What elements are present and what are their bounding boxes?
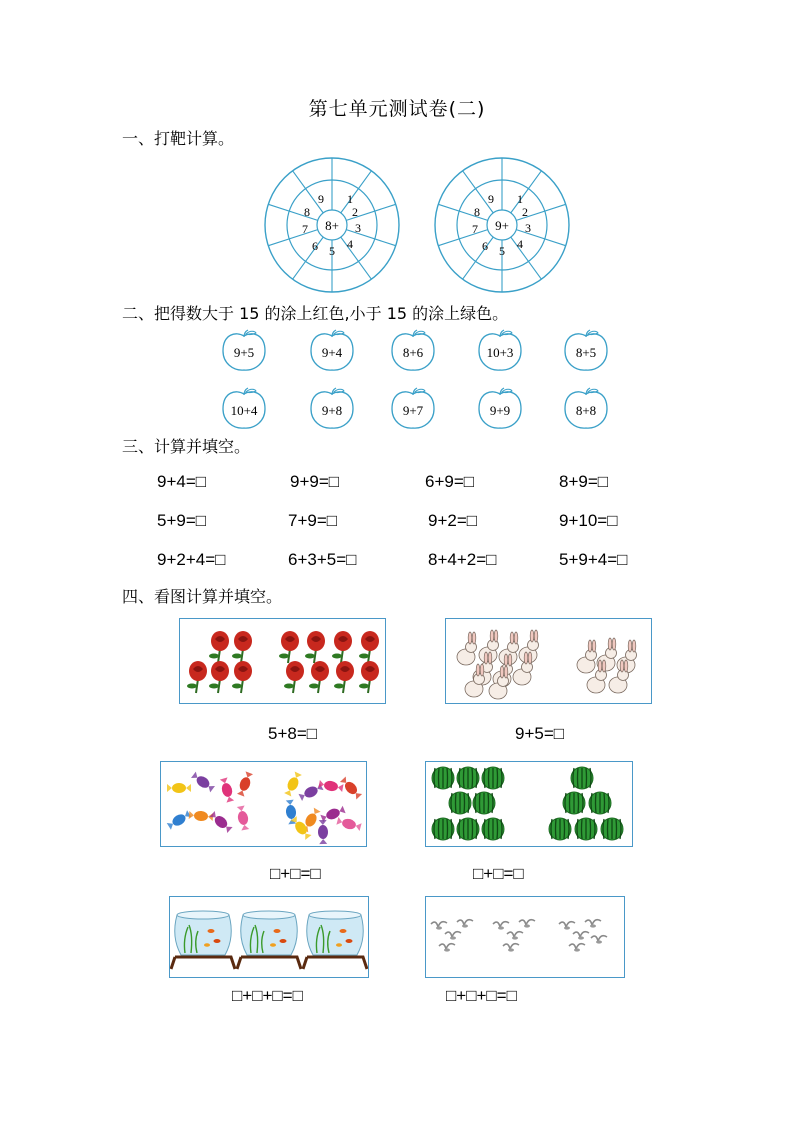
roses-picture [179, 618, 386, 704]
target-center: 9+ [495, 218, 509, 233]
watermelon-stripe [497, 768, 498, 788]
apple[interactable] [562, 329, 610, 373]
bird-body [578, 936, 584, 939]
bird [585, 920, 601, 925]
apple-leaf [588, 389, 598, 392]
equation: 5+9+4=□ [559, 550, 628, 569]
candy [238, 776, 252, 793]
fishbowl [307, 915, 364, 955]
target-divider [516, 230, 565, 246]
bird-body [564, 926, 570, 929]
bird [559, 922, 575, 927]
watermelon-stripe [464, 793, 465, 813]
bowl-rim [243, 911, 295, 919]
candy-wrapper [336, 817, 343, 826]
rose-leaf [359, 684, 369, 689]
watermelon-stripe [439, 819, 440, 839]
rabbit-ear [612, 638, 616, 650]
apple[interactable] [389, 387, 437, 431]
birds-picture [425, 896, 625, 978]
target-number: 2 [522, 205, 528, 219]
section-3-heading: 三、计算并填空。 [122, 437, 251, 456]
target-divider [268, 230, 317, 246]
target-divider [346, 230, 395, 246]
candy [220, 782, 233, 798]
watermelon-stripe [564, 819, 565, 839]
fish [204, 943, 210, 947]
apple-expression: 8+5 [575, 345, 597, 360]
target-number: 6 [312, 239, 318, 253]
watermelon-stripe [556, 819, 557, 839]
fishbowl-illustration [170, 897, 368, 977]
rabbit-ear [484, 652, 488, 664]
rabbit-ear [608, 638, 612, 650]
apple-expression: 9+4 [321, 345, 343, 360]
bird-body [462, 924, 468, 927]
rose-leaf [332, 654, 342, 659]
candy [318, 825, 328, 839]
fish [208, 929, 215, 933]
apple-leaf [334, 331, 344, 334]
candies-equation: □+□=□ [270, 864, 321, 883]
rabbit-ear [504, 654, 508, 666]
rabbit-ear [624, 660, 628, 672]
watermelon-stripe [480, 793, 481, 813]
candy-wrapper [319, 820, 327, 825]
watermelon-stripe [497, 819, 498, 839]
rabbit-ear [508, 654, 512, 666]
target-1 [262, 155, 402, 295]
section-4-heading: 四、看图计算并填空。 [122, 587, 283, 606]
rabbit-ear [480, 664, 484, 676]
watermelon-stripe [489, 768, 490, 788]
bird [591, 936, 607, 941]
bird-body [436, 926, 442, 929]
bird [493, 922, 509, 927]
rabbit-ear [472, 632, 476, 644]
target-divider [341, 237, 372, 279]
fish [280, 939, 287, 943]
candy-wrapper [167, 784, 172, 792]
rose-leaf [305, 654, 315, 659]
bird-body [508, 948, 514, 951]
fish [336, 943, 342, 947]
target-divider [293, 237, 324, 279]
candy-wrapper [286, 800, 294, 806]
apple[interactable] [220, 387, 268, 431]
watermelon-stripe [439, 768, 440, 788]
section-2-heading: 二、把得数大于 15 的涂上红色,小于 15 的涂上绿色。 [122, 304, 509, 323]
bowl-rim [309, 911, 361, 919]
apple-expression: 10+4 [230, 403, 258, 418]
apple-expression: 9+7 [402, 403, 424, 418]
bowl-stand [237, 957, 301, 969]
watermelons-equation: □+□=□ [473, 864, 524, 883]
target-number: 3 [525, 221, 531, 235]
bird-body [444, 948, 450, 951]
rabbit-ear [514, 632, 518, 644]
rabbit-illustration [446, 619, 651, 703]
rabbit-ear [632, 640, 636, 652]
watermelon-stripe [472, 819, 473, 839]
watermelon-illustration [426, 762, 632, 846]
rose-leaf [334, 684, 344, 689]
equation: 5+9=□ [157, 511, 207, 530]
rabbit-ear [524, 652, 528, 664]
target-number: 8 [474, 205, 480, 219]
bird [439, 944, 455, 949]
apple[interactable] [389, 329, 437, 373]
fish [214, 939, 221, 943]
rabbit-ear [602, 660, 606, 672]
target-number: 5 [499, 244, 505, 258]
apple-leaf [334, 389, 344, 392]
watermelon-stripe [578, 793, 579, 813]
roses-equation: 5+8=□ [268, 724, 318, 743]
bird-body [512, 936, 518, 939]
apple-leaf [246, 389, 256, 392]
apple-expression: 8+6 [402, 345, 424, 360]
watermelon-stripe [570, 793, 571, 813]
rose-leaf [232, 654, 242, 659]
equation: 8+4+2=□ [428, 550, 497, 569]
watermelon-stripe [464, 768, 465, 788]
candy [170, 812, 187, 828]
fish [274, 929, 281, 933]
watermelon-stripe [616, 819, 617, 839]
apple-leaf [588, 331, 598, 334]
watermelon-stripe [456, 793, 457, 813]
watermelon-stripe [582, 819, 583, 839]
target-number: 4 [517, 237, 523, 251]
bird [569, 944, 585, 949]
rabbit-ear [528, 652, 532, 664]
target-number: 9 [488, 192, 494, 206]
watermelon-stripe [489, 819, 490, 839]
target-divider [463, 237, 494, 279]
target-2 [432, 155, 572, 295]
bird-body [590, 924, 596, 927]
equation: 9+2=□ [428, 511, 478, 530]
candy-wrapper [225, 796, 234, 803]
equation: 9+4=□ [157, 472, 207, 491]
apple[interactable] [476, 387, 524, 431]
apple[interactable] [220, 329, 268, 373]
rabbit-ear [510, 632, 514, 644]
fishbowl [175, 915, 232, 955]
target-number: 2 [352, 205, 358, 219]
watermelon-stripe [488, 793, 489, 813]
watermelon-stripe [604, 793, 605, 813]
apple[interactable] [308, 387, 356, 431]
equation: 9+10=□ [559, 511, 618, 530]
bird-body [498, 926, 504, 929]
watermelon-stripe [464, 819, 465, 839]
fishbowls-picture [169, 896, 369, 978]
target-number: 1 [517, 192, 523, 206]
rabbit-ear [534, 630, 538, 642]
rose-leaf [284, 684, 294, 689]
bird [445, 932, 461, 937]
rabbit-ear [588, 640, 592, 652]
rabbit-ear [490, 630, 494, 642]
bird-body [524, 924, 530, 927]
rabbit-ear [628, 640, 632, 652]
target-number: 3 [355, 221, 361, 235]
rabbit-ear [488, 652, 492, 664]
equation: 9+9=□ [290, 472, 340, 491]
bird [519, 920, 535, 925]
candy-wrapper [220, 777, 229, 784]
target-number: 6 [482, 239, 488, 253]
apple-expression: 10+3 [486, 345, 514, 360]
candies-picture [160, 761, 367, 847]
fish [340, 929, 347, 933]
target-number: 4 [347, 237, 353, 251]
rabbits-picture [445, 618, 652, 704]
birds-equation: □+□+□=□ [446, 986, 517, 1005]
rabbit-ear [500, 666, 504, 678]
apple-leaf [502, 331, 512, 334]
target-number: 1 [347, 192, 353, 206]
candy [172, 783, 186, 793]
candy-wrapper [337, 783, 343, 792]
watermelon-stripe [596, 793, 597, 813]
rabbit-ear [620, 660, 624, 672]
apple-leaf [246, 331, 256, 334]
rabbit-ear [530, 630, 534, 642]
fishbowl [241, 915, 298, 955]
fishbowls-equation: □+□+□=□ [232, 986, 303, 1005]
candy [237, 810, 249, 826]
candy-wrapper [355, 822, 362, 831]
fish [270, 943, 276, 947]
target-number: 5 [329, 244, 335, 258]
rose-illustration [180, 619, 385, 703]
rose-leaf [209, 654, 219, 659]
rabbit-ear [476, 664, 480, 676]
target-number: 8 [304, 205, 310, 219]
equation: 7+9=□ [288, 511, 338, 530]
equation: 6+9=□ [425, 472, 475, 491]
target-divider [511, 237, 542, 279]
apple[interactable] [562, 387, 610, 431]
rose-leaf [279, 654, 289, 659]
apple-expression: 9+9 [489, 403, 511, 418]
bowl-stand [303, 957, 367, 969]
watermelon-stripe [447, 768, 448, 788]
section-1-heading: 一、打靶计算。 [122, 129, 235, 148]
target-number: 7 [472, 222, 478, 236]
rabbit-ear [494, 630, 498, 642]
target-divider [438, 230, 487, 246]
target-number: 9 [318, 192, 324, 206]
apple[interactable] [308, 329, 356, 373]
watermelon-stripe [472, 768, 473, 788]
bowl-rim [177, 911, 229, 919]
apple-leaf [415, 389, 425, 392]
rose-leaf [232, 684, 242, 689]
rose-leaf [309, 684, 319, 689]
target-center: 8+ [325, 218, 339, 233]
candy [341, 817, 357, 830]
watermelon-stripe [586, 768, 587, 788]
candy-wrapper [186, 784, 191, 792]
bird [507, 932, 523, 937]
rose-leaf [187, 684, 197, 689]
page-title: 第七单元测试卷(二) [308, 98, 486, 120]
equation: 6+3+5=□ [288, 550, 357, 569]
target-number: 7 [302, 222, 308, 236]
apple-leaf [415, 331, 425, 334]
apple[interactable] [476, 329, 524, 373]
rose-leaf [209, 684, 219, 689]
apple-expression: 8+8 [575, 403, 597, 418]
candy [285, 805, 296, 820]
watermelon-stripe [590, 819, 591, 839]
bird [431, 922, 447, 927]
watermelon-stripe [608, 819, 609, 839]
candy [285, 776, 300, 793]
target-divider [268, 204, 317, 220]
equation: 8+9=□ [559, 472, 609, 491]
candy [302, 784, 319, 799]
watermelons-picture [425, 761, 633, 847]
apple-expression: 9+8 [321, 403, 343, 418]
candy-wrapper [319, 839, 327, 844]
rabbit-ear [504, 666, 508, 678]
equation: 9+2+4=□ [157, 550, 226, 569]
candy [194, 810, 209, 821]
candy-wrapper [237, 805, 246, 811]
bird [503, 944, 519, 949]
rabbit-ear [598, 660, 602, 672]
candy [323, 780, 339, 792]
rabbit-ear [468, 632, 472, 644]
fish [346, 939, 353, 943]
bird-body [574, 948, 580, 951]
rabbit-ear [592, 640, 596, 652]
candy-illustration [161, 762, 366, 846]
target-divider [438, 204, 487, 220]
candy-wrapper [240, 824, 249, 830]
apple-expression: 9+5 [233, 345, 255, 360]
bird-body [596, 940, 602, 943]
rabbits-equation: 9+5=□ [515, 724, 565, 743]
bird [573, 932, 589, 937]
watermelon-stripe [447, 819, 448, 839]
bird-body [450, 936, 456, 939]
bird-illustration [426, 897, 624, 977]
bird [457, 920, 473, 925]
candy-wrapper [189, 811, 195, 819]
apple-leaf [502, 389, 512, 392]
bowl-stand [171, 957, 235, 969]
watermelon-stripe [578, 768, 579, 788]
rose-leaf [359, 654, 369, 659]
